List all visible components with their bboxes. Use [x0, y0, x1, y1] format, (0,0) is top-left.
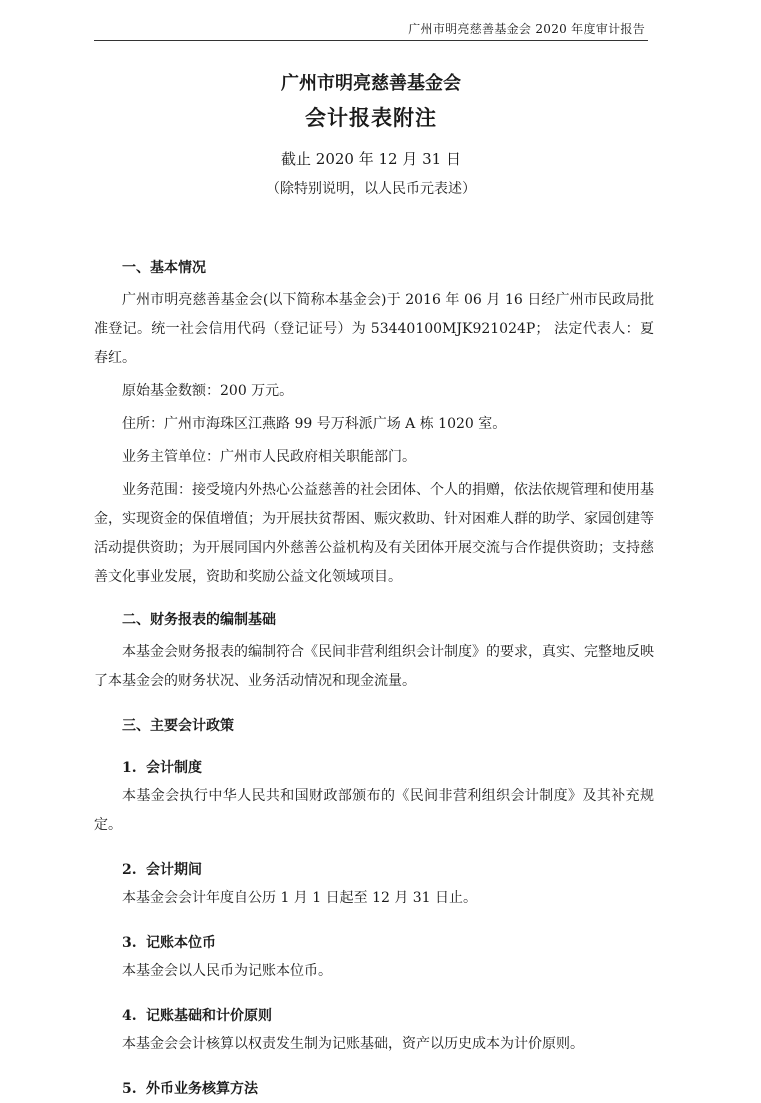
- paragraph-address: 住所：广州市海珠区江燕路 99 号万科派广场 A 栋 1020 室。: [122, 416, 507, 432]
- policy-item-title: 记账本位币: [146, 935, 216, 951]
- running-header: 广州市明亮慈善基金会 2020 年度审计报告: [408, 22, 645, 36]
- policy-item-body: 本基金会执行中华人民共和国财政部颁布的《民间非营利组织会计制度》及其补充规定。: [94, 788, 654, 833]
- date-line: 截止 2020 年 12 月 31 日: [281, 150, 461, 168]
- paragraph-business-scope: 业务范围：接受境内外热心公益慈善的社会团体、个人的捐赠，依法依规管理和使用基金，实现资金的保值增值；为开展扶贫帮困、赈灾救助、针对困难人群的助学、家园创建等活动提供资助；为开展同国内外慈善公益机构及有关团体开展交流与合作提供资助；支持慈善文化事业发展，资助和奖励公益文化领域项目。: [94, 482, 654, 585]
- paragraph-registration: 广州市明亮慈善基金会(以下简称本基金会)于 2016 年 06 月 16 日经广州市民政局批准登记。统一社会信用代码（登记证号）为 53440100MJK921024P； 法定代表人：夏春红。: [94, 292, 654, 366]
- policy-item-heading: [94, 929, 654, 957]
- policy-item-title: 会计制度: [146, 760, 202, 776]
- policy-item-heading: [94, 1075, 654, 1103]
- section-heading-preparation-basis: 二、财务报表的编制基础: [122, 612, 276, 628]
- policy-item-number: 4.: [122, 1008, 137, 1024]
- section-heading-basic-info: 一、基本情况: [122, 260, 206, 276]
- title-block: [94, 68, 648, 204]
- organization-title: 广州市明亮慈善基金会: [281, 73, 461, 94]
- policy-item-title: 会计期间: [146, 862, 202, 878]
- header-rule: [94, 40, 648, 41]
- policy-item-body: 本基金会以人民币为记账本位币。: [122, 963, 332, 979]
- policy-item-number: 3.: [122, 935, 137, 951]
- document-title: 会计报表附注: [305, 105, 437, 130]
- section-heading-accounting-policies: 三、主要会计政策: [122, 718, 234, 734]
- policy-item-number: 1.: [122, 760, 137, 776]
- policy-item-heading: [94, 754, 654, 782]
- policy-item-title: 记账基础和计价原则: [146, 1008, 272, 1024]
- currency-note: （除特别说明，以人民币元表述）: [266, 181, 476, 197]
- paragraph-supervisor: 业务主管单位：广州市人民政府相关职能部门。: [122, 449, 416, 465]
- policy-item-body: 本基金会会计核算以权责发生制为记账基础，资产以历史成本为计价原则。: [122, 1036, 584, 1052]
- policy-item-number: 2.: [122, 862, 137, 878]
- policy-item-title: 外币业务核算方法: [146, 1081, 258, 1097]
- policy-item-heading: [94, 1002, 654, 1030]
- paragraph-original-fund: 原始基金数额：200 万元。: [122, 383, 294, 399]
- paragraph-preparation-basis: 本基金会财务报表的编制符合《民间非营利组织会计制度》的要求，真实、完整地反映了本基金会的财务状况、业务活动情况和现金流量。: [94, 644, 654, 689]
- policy-item-heading: [94, 856, 654, 884]
- policy-item-body: 本基金会会计年度自公历 1 月 1 日起至 12 月 31 日止。: [122, 890, 478, 906]
- notes-content: [94, 254, 654, 1103]
- policy-item-number: 5.: [122, 1081, 137, 1097]
